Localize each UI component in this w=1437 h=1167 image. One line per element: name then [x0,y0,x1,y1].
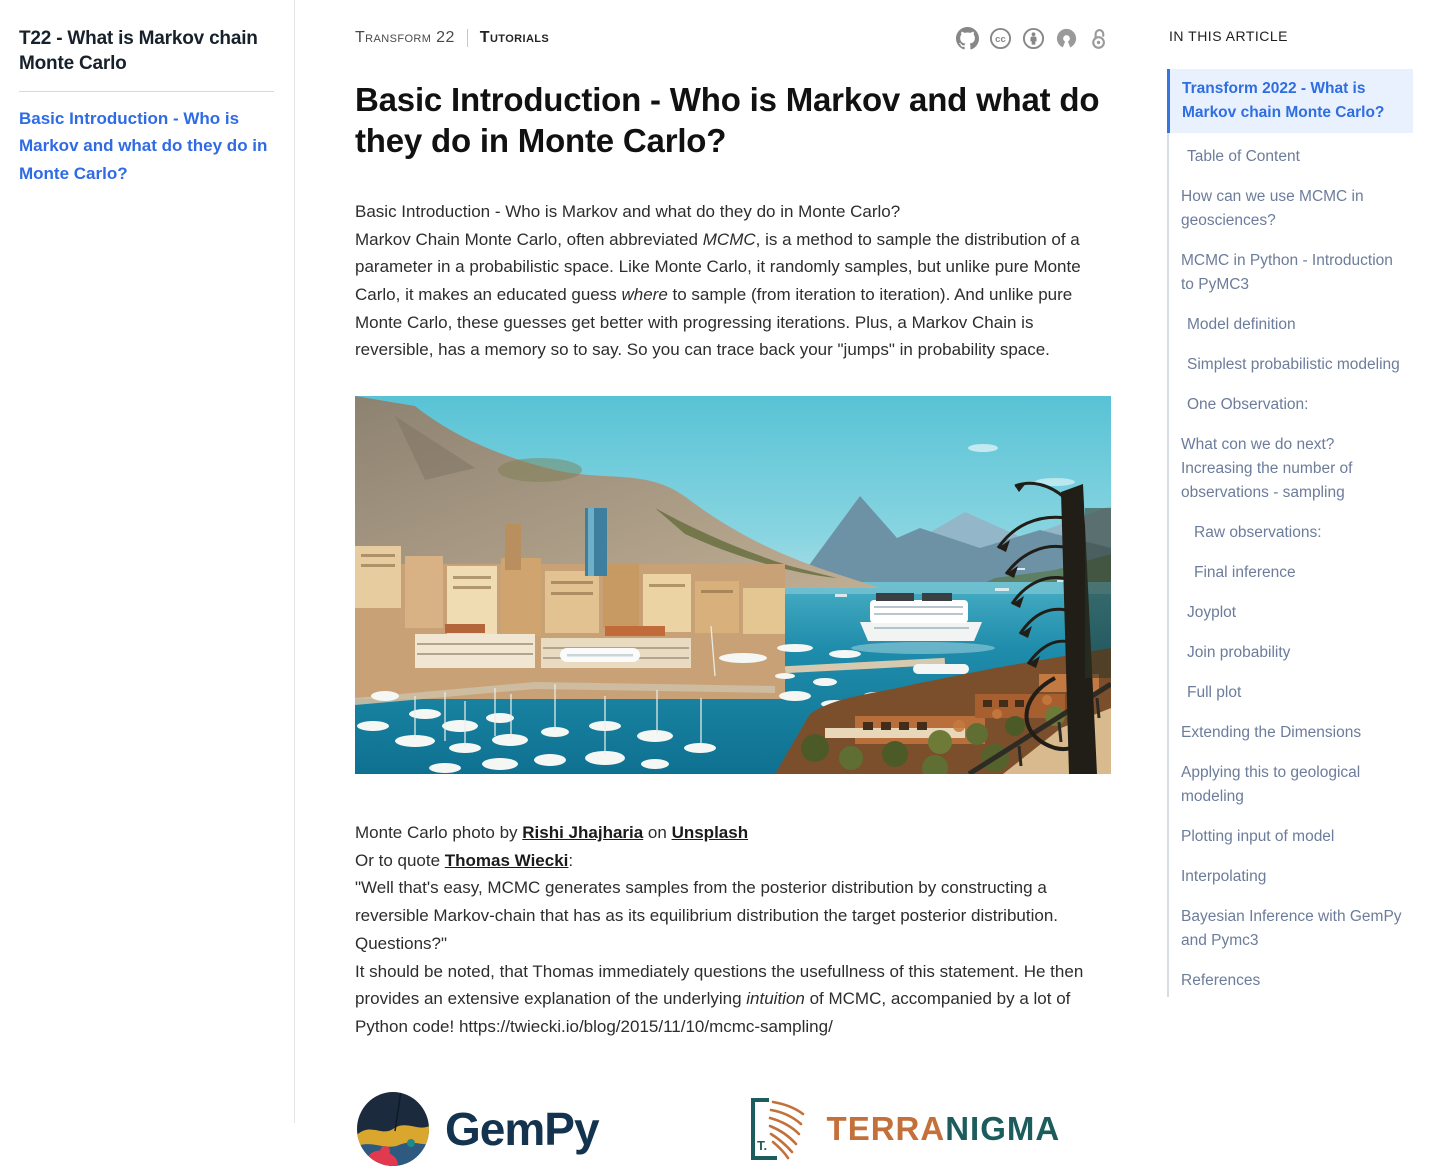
quote-text: "Well that's easy, MCMC generates samples from the posterior distribution by constructing a reversible Markov-chain that has as its equilibrium distribution the target posterior distribution. Questions?" [355,878,1058,953]
toc-item-label: Extending the Dimensions [1181,724,1362,742]
toc-item[interactable] [1169,901,1413,957]
text-segment: to sample (from iteration to iteration). And unlike pure Monte Carlo, these guesses get better with progressing iterations. Plus, a Markov Chain is reversible, has a memory so to say. So you can trace back your "jumps" in probability space. [355,284,1073,360]
toc-item-label: Plotting input of model [1181,828,1335,846]
article-body [355,198,1111,364]
toc-item[interactable] [1169,637,1413,669]
breadcrumb-section[interactable]: Tutorials [479,29,550,46]
paragraph-1 [355,226,1111,365]
open-access-icon[interactable] [1087,26,1111,50]
thomas-wiecki-link[interactable]: Thomas Wiecki [444,850,569,870]
project-title: T22 - What is Markov chain Monte Carlo [19,28,258,75]
nigma-teal-text: NIGMA [945,1109,1061,1147]
text-segment: Monte Carlo photo by [355,823,523,843]
photo-credit [355,819,1111,847]
where-italic: where [621,284,668,304]
article-title: Basic Introduction - Who is Markov and what do they do in Monte Carlo? [355,81,1100,159]
breadcrumb-site[interactable]: Transform 22 [355,29,455,46]
toc-item[interactable] [1169,245,1413,301]
toc-header: IN THIS ARTICLE [1169,28,1289,44]
open-source-icon[interactable] [1054,26,1078,50]
toc-item[interactable] [1169,389,1413,421]
toc-item[interactable] [1169,861,1413,893]
gempy-logo[interactable] [355,1091,599,1167]
toc-item-label: Applying this to geological modeling [1181,764,1361,806]
toc-item-label: Transform 2022 - What is Markov chain Monte Carlo? [1182,80,1385,122]
toc-item-label: Interpolating [1181,868,1267,886]
main-column [295,0,1167,1155]
toc-item-label: Join probability [1187,644,1291,662]
toc-item-label: Simplest probabilistic modeling [1187,356,1400,374]
text-segment: Or to quote [355,850,445,870]
note-text [355,958,1111,1041]
toc-list [1167,69,1413,997]
monte-carlo-photo [355,396,1111,774]
toc-item-label: Full plot [1187,684,1242,702]
svg-text:cc: cc [994,33,1006,45]
sidebar-divider [19,91,274,92]
sponsor-logos [355,1091,1111,1167]
toc-item[interactable] [1169,717,1413,749]
toc-item-label: Joyplot [1187,604,1237,622]
toc-item[interactable] [1169,349,1413,381]
right-sidebar [1167,0,1437,1123]
toc-item[interactable] [1169,309,1413,341]
text-segment: : [568,850,574,870]
toc-item-label: References [1181,972,1261,990]
terranigma-logo-text [827,1110,1061,1148]
terranigma-logo[interactable] [747,1096,1061,1162]
toc-item-label: Table of Content [1187,148,1300,166]
toc-item[interactable] [1169,757,1413,813]
toc-item[interactable] [1169,597,1413,629]
terra-orange-text: TERRA [826,1109,946,1147]
toc-item-label: What con we do next? Increasing the number of observations - sampling [1181,436,1353,502]
topbar [355,24,1111,52]
caption-block [355,819,1111,1041]
sidebar-article-link[interactable]: Basic Introduction - Who is Markov and what do they do in Monte Carlo? [19,109,268,183]
photographer-link[interactable]: Rishi Jhajharia [522,823,644,843]
intuition-italic: intuition [746,989,805,1009]
toc-item[interactable] [1169,557,1413,589]
toc-item-label: One Observation: [1187,396,1309,414]
toc-item-label: How can we use MCMC in geosciences? [1181,188,1364,230]
cc-by-icon[interactable] [1021,26,1045,50]
breadcrumb-divider [467,29,468,47]
toc-item-label: Bayesian Inference with GemPy and Pymc3 [1181,908,1402,950]
text-segment: , is a method to sample the distribution of a parameter in a probabilistic space. Like Monte Carlo, it randomly samples, but unlike pure Monte Carlo, it makes an educated guess [355,229,1081,304]
text-segment: It should be noted, that Thomas immediately questions the usefullness of this statement. He then provides an extensive explanation of the underlying [355,961,1084,1009]
text-segment: on [643,823,672,843]
badge-icons [955,26,1111,50]
mcmc-italic: MCMC [702,229,756,249]
toc-item[interactable] [1169,821,1413,853]
gempy-logo-icon [355,1091,431,1167]
terranigma-logo-icon [747,1096,811,1162]
unsplash-link[interactable]: Unsplash [671,823,749,843]
svg-text:T.: T. [756,1137,767,1153]
toc-item[interactable] [1169,141,1413,173]
left-sidebar [0,0,295,1123]
gempy-logo-text: GemPy [445,1102,599,1155]
toc-item-label: Final inference [1194,564,1296,582]
toc-item-label: Model definition [1187,316,1296,334]
toc-item[interactable] [1169,965,1413,997]
toc-item[interactable] [1169,517,1413,549]
text-segment: of MCMC, accompanied by a lot of Python code! https://twiecki.io/blog/2015/11/10/mcmc-sampling/ [355,989,1071,1036]
toc-item[interactable] [1169,181,1413,237]
toc-item[interactable] [1169,677,1413,709]
toc-item[interactable] [1169,429,1413,509]
breadcrumb [355,29,549,47]
creative-commons-icon[interactable] [988,26,1012,50]
text-segment: Markov Chain Monte Carlo, often abbreviated [355,229,703,249]
toc-item-label: MCMC in Python - Introduction to PyMC3 [1181,252,1393,294]
quote-lead [355,847,1111,875]
toc-item[interactable] [1167,69,1413,133]
intro-line: Basic Introduction - Who is Markov and what do they do in Monte Carlo? [355,201,901,221]
github-icon[interactable] [955,26,979,50]
toc-item-label: Raw observations: [1194,524,1322,542]
